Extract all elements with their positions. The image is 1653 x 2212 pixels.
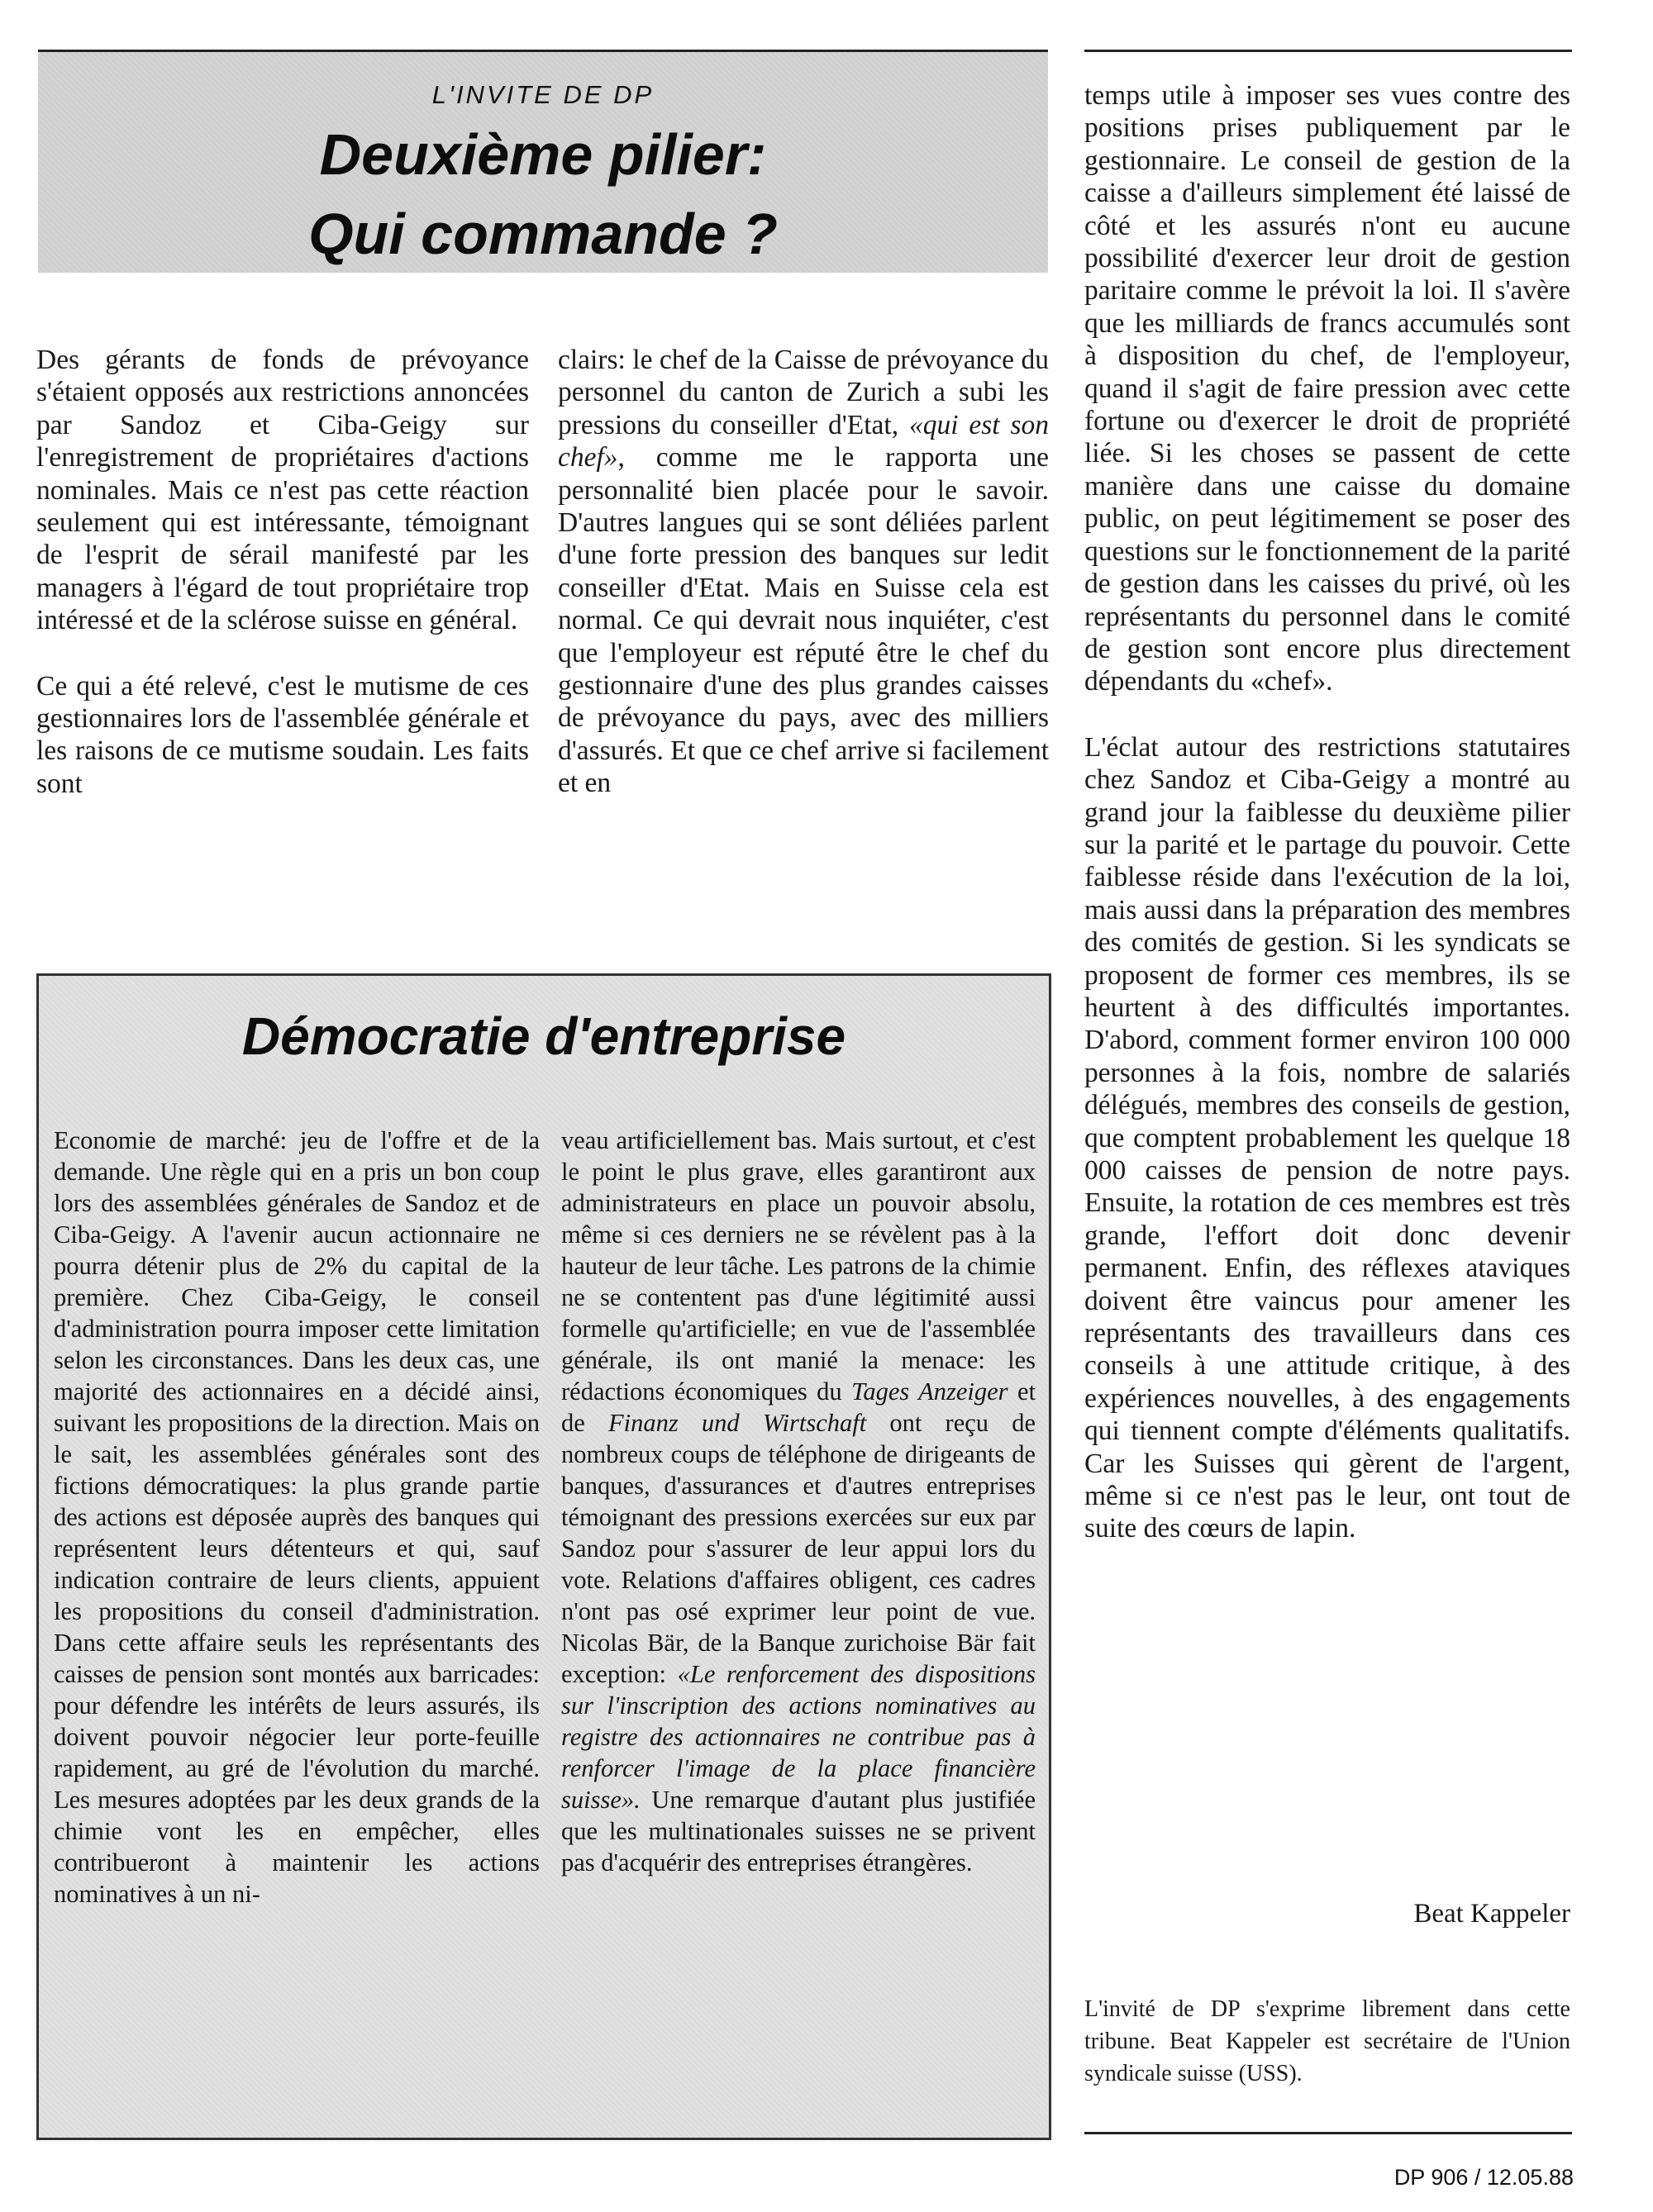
kicker: L'INVITE DE DP	[431, 80, 655, 109]
text-run: Une remarque d'autant plus justifiée que les multinationales suisses ne se privent pas d'acquérir des entreprises étrangères.	[561, 1786, 1036, 1877]
publication-name: Tages Anzeiger	[851, 1377, 1008, 1406]
text-run: clairs: le chef de la Caisse de prévoyance du personnel du canton de Zurich a subi les pressions du conseiller d'Etat,	[558, 345, 1049, 440]
quote: «qui est son chef»	[558, 409, 1049, 473]
author-signature: Beat Kappeler	[1413, 1899, 1570, 1929]
box-column-2	[561, 1125, 1036, 1878]
text-run: ont reçu de nombreux coups de téléphone de dirigeants de banques, d'assurances et d'autres entreprises témoignant des pressions exercées sur eux par Sandoz pour s'assurer de leur appui lors du vote. Relations d'affaires obligent, ces cadres n'ont pas osé exprimer leur point de vue. Nicolas Bär, de la Banque zurichoise Bär fait exception:	[561, 1409, 1036, 1688]
box-column-1: Economie de marché: jeu de l'offre et de la demande. Une règle qui en a pris un bon coup lors des assemblées générales de Sandoz et de Ciba-Geigy. A l'avenir aucun actionnaire ne pourra détenir plus de 2% du capital de la première. Chez Ciba-Geigy, le conseil d'administration pourra imposer cette limitation selon les circonstances. Dans les deux cas, une majorité des actionnaires en a décidé ainsi, suivant les propositions de la direction. Mais on le sait, les assemblées générales sont des fictions démocratiques: la plus grande partie des actions est déposée auprès des banques qui représentent leurs détenteurs et qui, sauf indication contraire de leurs clients, appuient les propositions du conseil d'administration. Dans cette affaire seuls les représentants des caisses de pension sont montés aux barricades: pour défendre les intérêts de leurs assurés, ils doivent pouvoir négocier leur porte-feuille rapidement, au gré de l'évolution du marché. Les mesures adoptées par les deux grands de la chimie vont les en empêcher, elles contribueront à maintenir les actions nominatives à un ni-	[54, 1126, 540, 1908]
box-title: Démocratie d'entreprise	[241, 1006, 846, 1066]
text-run: veau artificiellement bas. Mais surtout, et c'est le point le plus grave, elles garantiront aux administrateurs en place un pouvoir absolu, même si ces derniers ne se révèlent pas à la hauteur de leur tâche. Les patrons de la chimie ne se contentent pas d'une légitimité aussi formelle qu'artificielle; en vue de l'assemblée générale, ils ont manié la menace: les rédactions économiques du	[561, 1126, 1036, 1406]
paragraph: L'éclat autour des restrictions statutaires chez Sandoz et Ciba-Geigy a montré au grand jour la faiblesse du deuxième pilier sur la parité et le partage du pouvoir. Cette faiblesse réside dans l'exécution de la loi, mais aussi dans la préparation des membres des comités de gestion. Si les syndicats se proposent de former ces membres, ils se heurtent à des difficultés importantes. D'abord, comment former environ 100 000 personnes à la fois, nombre de salariés délégués, membres des conseils de gestion, que comptent probablement les quelque 18 000 caisses de pension de notre pays. Ensuite, la rotation de ces membres est très grande, l'effort doit donc devenir permanent. Enfin, des réflexes ataviques doivent être vaincus pour amener les représentants des travailleurs dans ces conseils à une attitude critique, à des expériences nouvelles, à des engagements qui tiennent compte d'éléments qualitatifs. Car les Suisses qui gèrent de l'argent, même si ce n'est pas le leur, ont tout de suite des cœurs de lapin.	[1084, 731, 1570, 1544]
article-column-2	[558, 344, 1049, 800]
headline-line-2: Qui commande ?	[308, 202, 778, 266]
paragraph: Des gérants de fonds de prévoyance s'étaient opposés aux restrictions annoncées par Sandoz et Ciba-Geigy sur l'enregistrement de propriétaires d'actions nominales. Mais ce n'est pas cette réaction seulement qui est intéressante, témoignant de l'esprit de sérail manifesté par les managers à l'égard de tout propriétaire trop intéressé et de la sclérose suisse en général.	[36, 345, 529, 636]
column-rule-bottom	[1084, 2132, 1572, 2134]
sidebar-box	[36, 973, 1051, 2140]
text-run: et de	[561, 1377, 1036, 1437]
quote: «Le renforcement des dispositions sur l'inscription des actions nominatives au registre des actionnaires ne contribue pas à renforcer l'image de la place financière suisse».	[561, 1660, 1036, 1814]
column-rule-top	[1084, 50, 1572, 52]
issue-footer: DP 906 / 12.05.88	[1393, 2165, 1574, 2190]
article-column-1	[36, 344, 529, 800]
paragraph: Ce qui a été relevé, c'est le mutisme de ces gestionnaires lors de l'assemblée générale et les raisons de ce mutisme soudain. Les faits sont	[36, 670, 529, 799]
article-column-3	[1084, 79, 1570, 1545]
paragraph	[558, 344, 1049, 800]
publication-name: Finanz und Wirtschaft	[607, 1409, 867, 1437]
paragraph: temps utile à imposer ses vues contre des positions prises publiquement par le gestionnaire. Le conseil de gestion de la caisse a d'ailleurs simplement été laissé de côté et les assurés n'ont eu aucune possibilité d'exercer leur droit de gestion paritaire comme le prévoit la loi. Il s'avère que les milliards de francs accumulés sont à disposition du chef, de l'employeur, quand il s'agit de faire pression avec cette fortune ou d'exercer le droit de propriété liée. Si les choses se passent de cette manière dans une caisse du domaine public, on peut légitimement se poser des questions sur le fonctionnement de la parité de gestion dans les caisses du privé, où les représentants du personnel dans le comité de gestion sont encore plus directement dépendants du «chef».	[1084, 80, 1570, 697]
title-banner	[38, 50, 1048, 273]
headline-line-1: Deuxième pilier:	[319, 122, 767, 187]
text-run: , comme me le rapporta une personnalité bien placée pour le savoir. D'autres langues qui se sont déliées parlent d'une forte pression des banques sur ledit conseiller d'Etat. Mais en Suisse cela est normal. Ce qui devrait nous inquiéter, c'est que l'employeur est réputé être le chef du gestionnaire d'une des plus grandes caisses de prévoyance du pays, avec des milliers d'assurés. Et que ce chef arrive si facilement et en	[558, 442, 1049, 799]
headline	[38, 115, 1048, 274]
author-note: L'invité de DP s'exprime librement dans cette tribune. Beat Kappeler est secrétaire de l'Union syndicale suisse (USS).	[1084, 1996, 1570, 2086]
